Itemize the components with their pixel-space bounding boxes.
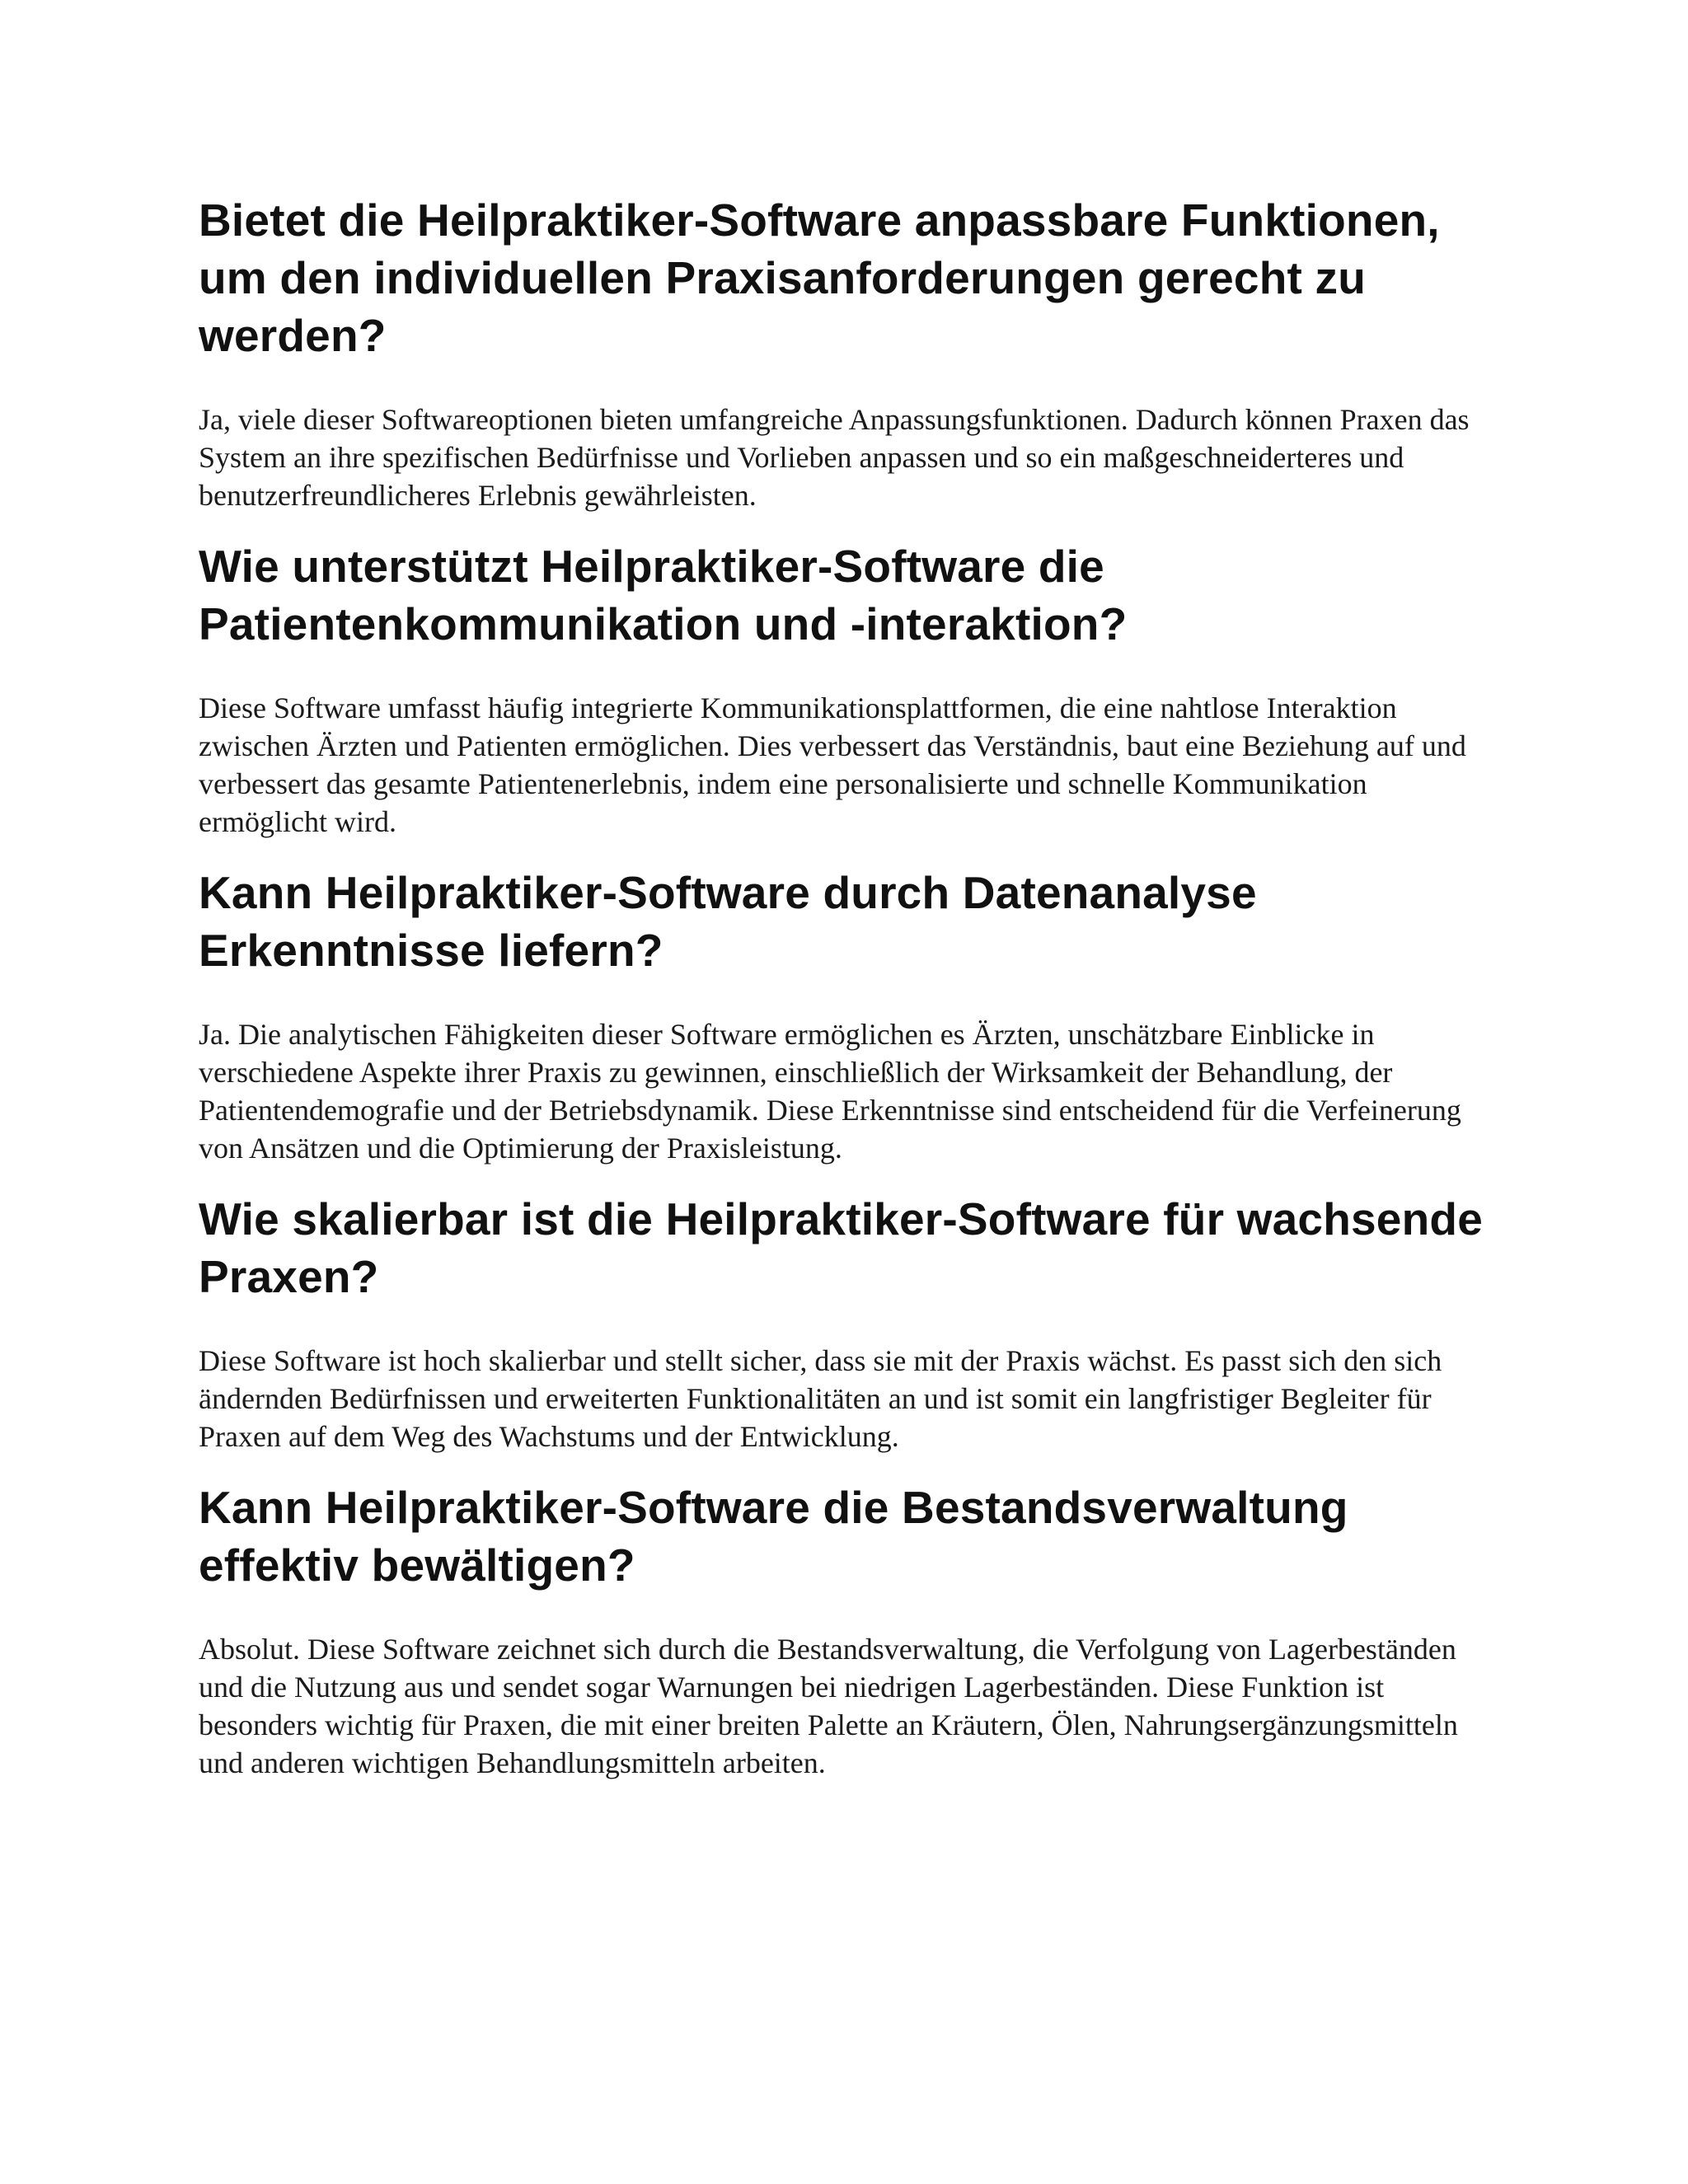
faq-answer: Ja. Die analytischen Fähigkeiten dieser Software ermöglichen es Ärzten, unschätzbare Einblicke in verschiedene Aspekte ihrer Praxis zu gewinnen, einschließlich der Wirksamkeit der Behandlung, der Patientendemografie und der Betriebsdynamik. Diese Erkenntnisse sind entscheidend für die Verfeinerung von Ansätzen und die Optimierung der Praxisleistung. bbox=[199, 1018, 1461, 1165]
faq-item bbox=[199, 191, 1497, 514]
faq-question: Bietet die Heilpraktiker-Software anpassbare Funktionen, um den individuellen Praxisanforderungen gerecht zu werden? bbox=[199, 194, 1440, 361]
faq-question: Wie skalierbar ist die Heilpraktiker-Software für wachsende Praxen? bbox=[199, 1193, 1483, 1302]
faq-question: Kann Heilpraktiker-Software durch Datenanalyse Erkenntnisse liefern? bbox=[199, 867, 1257, 976]
faq-item bbox=[199, 864, 1497, 1167]
faq-question: Wie unterstützt Heilpraktiker-Software die Patientenkommunikation und -interaktion? bbox=[199, 541, 1128, 649]
faq-item bbox=[199, 1190, 1497, 1455]
faq-answer: Diese Software umfasst häufig integrierte Kommunikationsplattformen, die eine nahtlose Interaktion zwischen Ärzten und Patienten ermöglichen. Dies verbessert das Verständnis, baut eine Beziehung auf und verbessert das gesamte Patientenerlebnis, indem eine personalisierte und schnelle Kommunikation ermöglicht wird. bbox=[199, 691, 1466, 838]
faq-list bbox=[199, 191, 1497, 1805]
faq-answer: Diese Software ist hoch skalierbar und stellt sicher, dass sie mit der Praxis wächst. Es passt sich den sich ändernden Bedürfnissen und erweiterten Funktionalitäten an und ist somit ein langfristiger Begleiter für Praxen auf dem Weg des Wachstums und der Entwicklung. bbox=[199, 1344, 1442, 1453]
faq-answer: Ja, viele dieser Softwareoptionen bieten umfangreiche Anpassungsfunktionen. Dadurch können Praxen das System an ihre spezifischen Bedürfnisse und Vorlieben anpassen und so ein maßgeschneiderteres und benutzerfreundlicheres Erlebnis gewährleisten. bbox=[199, 403, 1470, 512]
faq-answer: Absolut. Diese Software zeichnet sich durch die Bestandsverwaltung, die Verfolgung von Lagerbeständen und die Nutzung aus und sendet sogar Warnungen bei niedrigen Lagerbeständen. Diese Funktion ist besonders wichtig für Praxen, die mit einer breiten Palette an Kräutern, Ölen, Nahrungsergänzungsmitteln und anderen wichtigen Behandlungsmitteln arbeiten. bbox=[199, 1633, 1458, 1779]
faq-item bbox=[199, 1479, 1497, 1782]
faq-question: Kann Heilpraktiker-Software die Bestandsverwaltung effektiv bewältigen? bbox=[199, 1482, 1348, 1591]
faq-item bbox=[199, 537, 1497, 841]
